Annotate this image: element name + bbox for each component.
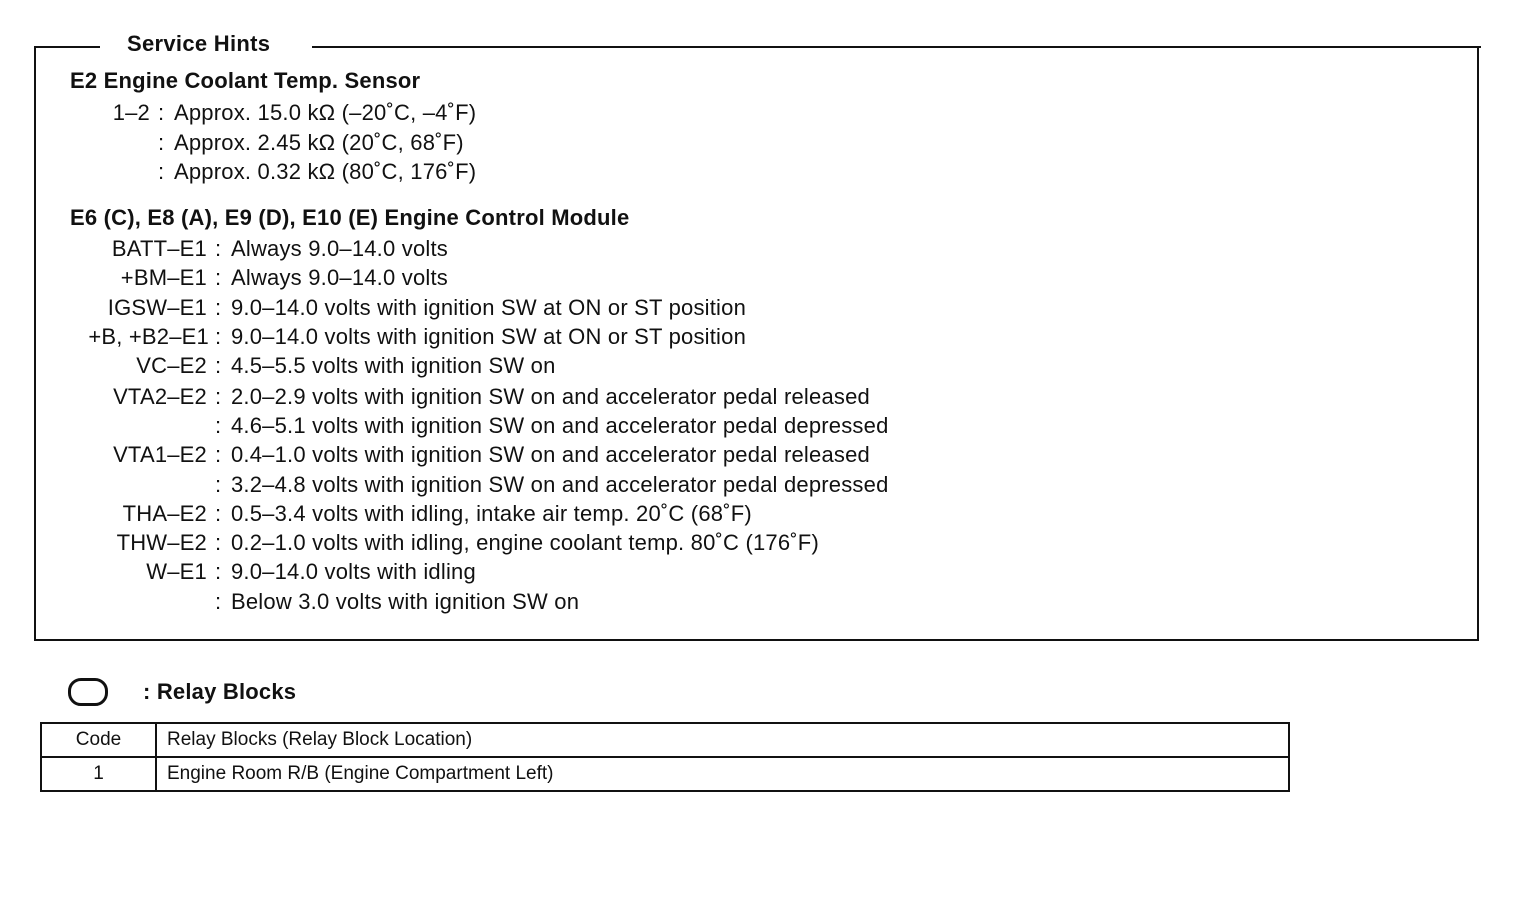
spec-colon: : xyxy=(215,295,222,320)
spec-colon: : xyxy=(215,501,222,526)
spec-terminal: THW–E2 xyxy=(116,530,207,555)
spec-value: Below 3.0 volts with ignition SW on xyxy=(231,589,580,614)
table-header-code: Code xyxy=(41,723,156,757)
spec-value: 4.5–5.5 volts with ignition SW on xyxy=(231,353,556,378)
relay-block-symbol-icon xyxy=(68,678,108,706)
relay-blocks-table xyxy=(40,722,1290,792)
spec-colon: : xyxy=(215,442,222,467)
spec-colon: : xyxy=(215,589,222,614)
spec-value: 0.2–1.0 volts with idling, engine coolant temp. 80˚C (176˚F) xyxy=(231,530,819,555)
table-cell-code: 1 xyxy=(41,757,156,791)
spec-colon: : xyxy=(215,530,222,555)
spec-value: 4.6–5.1 volts with ignition SW on and accelerator pedal depressed xyxy=(231,413,889,438)
spec-value: 2.0–2.9 volts with ignition SW on and accelerator pedal released xyxy=(231,384,870,409)
spec-colon: : xyxy=(158,100,165,125)
spec-colon: : xyxy=(215,265,222,290)
spec-terminal: +BM–E1 xyxy=(120,265,207,290)
spec-colon: : xyxy=(215,559,222,584)
spec-value: 9.0–14.0 volts with idling xyxy=(231,559,476,584)
spec-value: Approx. 0.32 kΩ (80˚C, 176˚F) xyxy=(174,159,477,184)
spec-value: Approx. 15.0 kΩ (–20˚C, –4˚F) xyxy=(174,100,477,125)
spec-value: 0.4–1.0 volts with ignition SW on and accelerator pedal released xyxy=(231,442,870,467)
spec-value: 9.0–14.0 volts with ignition SW at ON or ST position xyxy=(231,324,747,349)
spec-colon: : xyxy=(215,236,222,261)
spec-colon: : xyxy=(215,472,222,497)
spec-value: Always 9.0–14.0 volts xyxy=(231,236,448,261)
spec-value: 0.5–3.4 volts with idling, intake air temp. 20˚C (68˚F) xyxy=(231,501,752,526)
section-title-coolant-sensor: E2 Engine Coolant Temp. Sensor xyxy=(70,68,421,93)
service-hints-title: Service Hints xyxy=(127,31,271,56)
spec-terminal: VTA2–E2 xyxy=(113,384,207,409)
relay-blocks-legend: : Relay Blocks xyxy=(143,679,297,704)
spec-terminal: W–E1 xyxy=(146,559,207,584)
spec-terminal: VTA1–E2 xyxy=(113,442,207,467)
table-header-row xyxy=(41,723,1289,757)
table-row xyxy=(41,757,1289,791)
spec-colon: : xyxy=(215,324,222,349)
spec-value: 3.2–4.8 volts with ignition SW on and accelerator pedal depressed xyxy=(231,472,889,497)
spec-terminal: IGSW–E1 xyxy=(107,295,207,320)
spec-colon: : xyxy=(215,413,222,438)
spec-value: Always 9.0–14.0 volts xyxy=(231,265,448,290)
spec-terminal: +B, +B2–E1 xyxy=(88,324,209,349)
spec-colon: : xyxy=(215,384,222,409)
spec-colon: : xyxy=(158,159,165,184)
table-cell-location: Engine Room R/B (Engine Compartment Left) xyxy=(156,757,1289,791)
spec-value: 9.0–14.0 volts with ignition SW at ON or ST position xyxy=(231,295,747,320)
spec-colon: : xyxy=(215,353,222,378)
spec-terminal: BATT–E1 xyxy=(111,236,207,261)
table-header-location: Relay Blocks (Relay Block Location) xyxy=(156,723,1289,757)
spec-terminal: 1–2 xyxy=(112,100,150,125)
section-title-ecm: E6 (C), E8 (A), E9 (D), E10 (E) Engine Control Module xyxy=(70,205,630,230)
spec-terminal: VC–E2 xyxy=(136,353,207,378)
spec-terminal: THA–E2 xyxy=(122,501,207,526)
spec-colon: : xyxy=(158,130,165,155)
spec-value: Approx. 2.45 kΩ (20˚C, 68˚F) xyxy=(174,130,464,155)
